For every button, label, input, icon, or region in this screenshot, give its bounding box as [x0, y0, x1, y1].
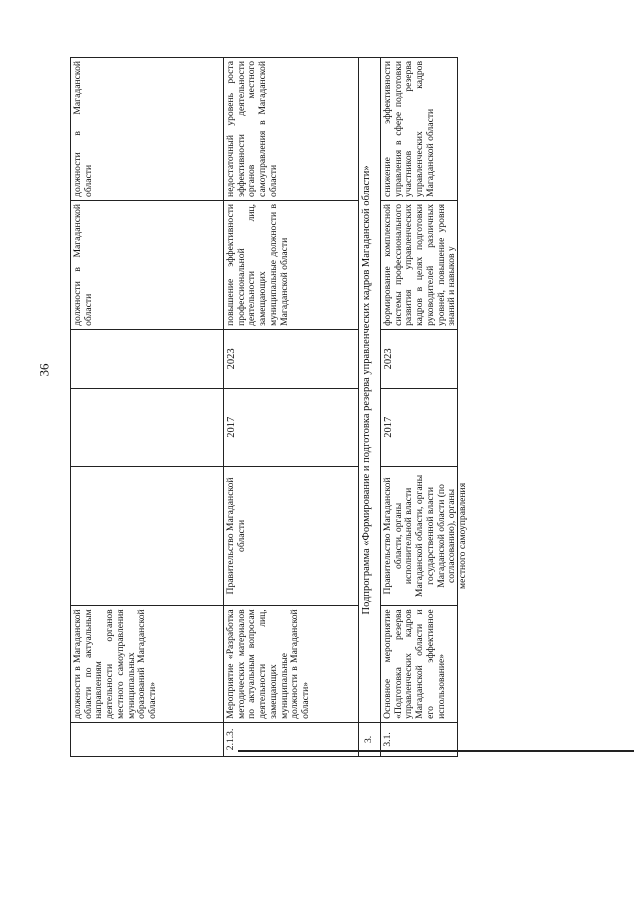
page-number: 36 [36, 363, 52, 377]
end-year [71, 329, 224, 388]
measure-name: должности в Магаданской области по актуальным направлениям деятельности органов местного самоуправления муниципальных образований Магаданской области» [71, 606, 224, 723]
expected-result: повышение эффективности профессиональной деятельности лиц, замещающих муниципальные должности в Магаданской области [224, 200, 359, 329]
measure-name: Мероприятие «Разработка методических материалов по актуальным вопросам деятельности лиц, замещающих муниципальные должности в Магаданской области» [224, 606, 359, 723]
footer-rule [238, 750, 634, 752]
measure-name: Основное мероприятие «Подготовка резерва управленческих кадров Магаданской области и его эффективное использование» [381, 606, 458, 723]
expected-result: формирование комплексной системы профессионального развития управленческих кадров в целях подготовки руководителей различных уровней, повышение уровня знаний и навыков у [381, 200, 458, 329]
rotated-table-container [70, 57, 469, 757]
table-row [381, 58, 458, 757]
consequence: недостаточный уровень роста эффективности деятельности органов местного самоуправления в Магаданской области [224, 58, 359, 201]
executor: Правительство Магаданской области, органы исполнительной власти Магаданской области, органы государственной власти Магаданской области (по согласованию), органы местного самоуправления [381, 466, 458, 606]
row-number: 3. [359, 722, 381, 756]
executor [71, 466, 224, 606]
start-year [71, 388, 224, 466]
start-year: 2017 [224, 388, 359, 466]
row-number: 3.1. [381, 722, 458, 756]
consequence: должности в Магаданской области [71, 58, 224, 201]
executor: Правительство Магаданской области [224, 466, 359, 606]
subprogram-title: Подпрограмма «Формирование и подготовка резерва управленческих кадров Магаданской области» [359, 58, 381, 723]
row-number: 2.1.3. [224, 722, 359, 756]
table-row [224, 58, 359, 757]
row-number [71, 722, 224, 756]
end-year: 2023 [224, 329, 359, 388]
start-year: 2017 [381, 388, 458, 466]
expected-result: должности в Магаданской области [71, 200, 224, 329]
end-year: 2023 [381, 329, 458, 388]
program-measures-table [70, 57, 469, 757]
table-row [359, 58, 381, 757]
table-row [71, 58, 224, 757]
consequence: снижение эффективности управления в сфере подготовки участников резерва управленческих кадров Магаданской области [381, 58, 458, 201]
